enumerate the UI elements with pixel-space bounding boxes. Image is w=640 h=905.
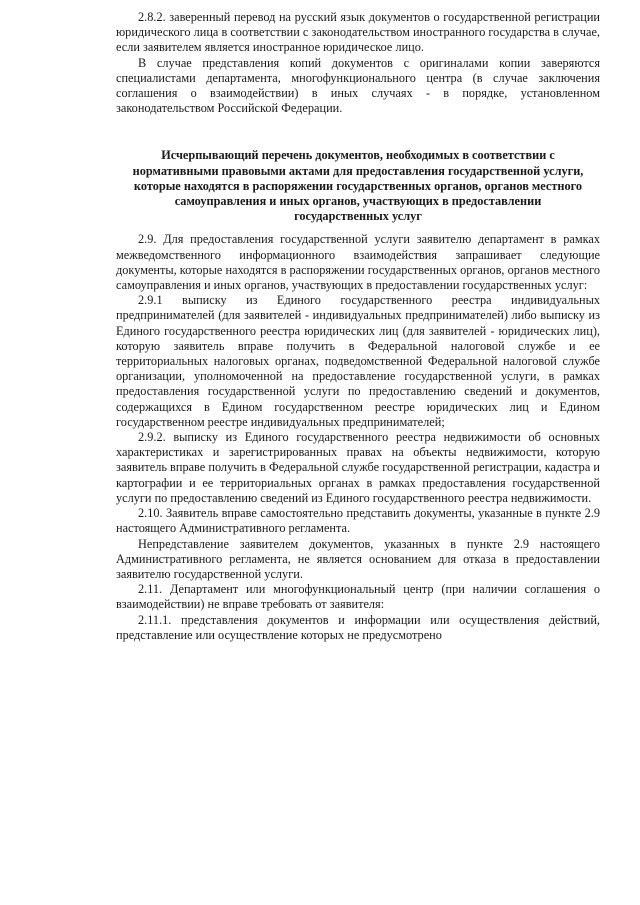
section-heading: Исчерпывающий перечень документов, необходимых в соответствии с нормативными правовыми актами для предоставления государственной услуги, которые находятся в распоряжении государственных органов, органов местного самоуправления и иных органов, участвующих в предоставлении государственных услуг — [132, 148, 584, 224]
paragraph-2-9-2: 2.9.2. выписку из Единого государственного реестра недвижимости об основных характеристиках и зарегистрированных правах на объекты недвижимости, которую заявитель вправе получить в Федеральной службе государственной регистрации, кадастра и картографии и ее территориальных органах в рамках предоставления государственной услуги по предоставлению сведений из Единого государственного реестра недвижимости. — [116, 430, 600, 505]
paragraph-non-submission: Непредставление заявителем документов, указанных в пункте 2.9 настоящего Административного регламента, не является основанием для отказа в предоставлении заявителю государственной услуги. — [116, 536, 600, 581]
paragraph-2-8-2: 2.8.2. заверенный перевод на русский язык документов о государственной регистрации юридического лица в соответствии с законодательством иностранного государства в случае, если заявителем является иностранное юридическое лицо. — [116, 10, 600, 55]
paragraph-copies-certification: В случае представления копий документов с оригиналами копии заверяются специалистами департамента, многофункционального центра (в случае заключения соглашения о взаимодействии) в иных случаях - в порядке, установленном законодательством Российской Федерации. — [116, 55, 600, 116]
document-page — [116, 10, 600, 643]
paragraph-2-11: 2.11. Департамент или многофункциональный центр (при наличии соглашения о взаимодействии) не вправе требовать от заявителя: — [116, 582, 600, 612]
paragraph-2-11-1: 2.11.1. представления документов и информации или осуществления действий, представление или осуществление которых не предусмотрено — [116, 612, 600, 642]
paragraph-2-10: 2.10. Заявитель вправе самостоятельно представить документы, указанные в пункте 2.9 настоящего Административного регламента. — [116, 506, 600, 536]
paragraph-2-9-1: 2.9.1 выписку из Единого государственного реестра индивидуальных предпринимателей (для заявителей - индивидуальных предпринимателей) либо выписку из Единого государственного реестра юридических лиц (для заявителей - юридических лиц), которую заявитель вправе получить в Федеральной налоговой службе и ее территориальных налоговых органах, подведомственной Федеральной налоговой службе организации, уполномоченной на предоставление государственной услуги, в рамках предоставления государственной услуги по предоставлению сведений и документов, содержащихся в Едином государственном реестре юридических лиц и Едином государственном реестре индивидуальных предпринимателей; — [116, 293, 600, 429]
paragraph-2-9: 2.9. Для предоставления государственной услуги заявителю департамент в рамках межведомственного информационного взаимодействия запрашивает следующие документы, которые находятся в распоряжении государственных органов, органов местного самоуправления и иных органов, участвующих в предоставлении государственных услуг: — [116, 232, 600, 293]
